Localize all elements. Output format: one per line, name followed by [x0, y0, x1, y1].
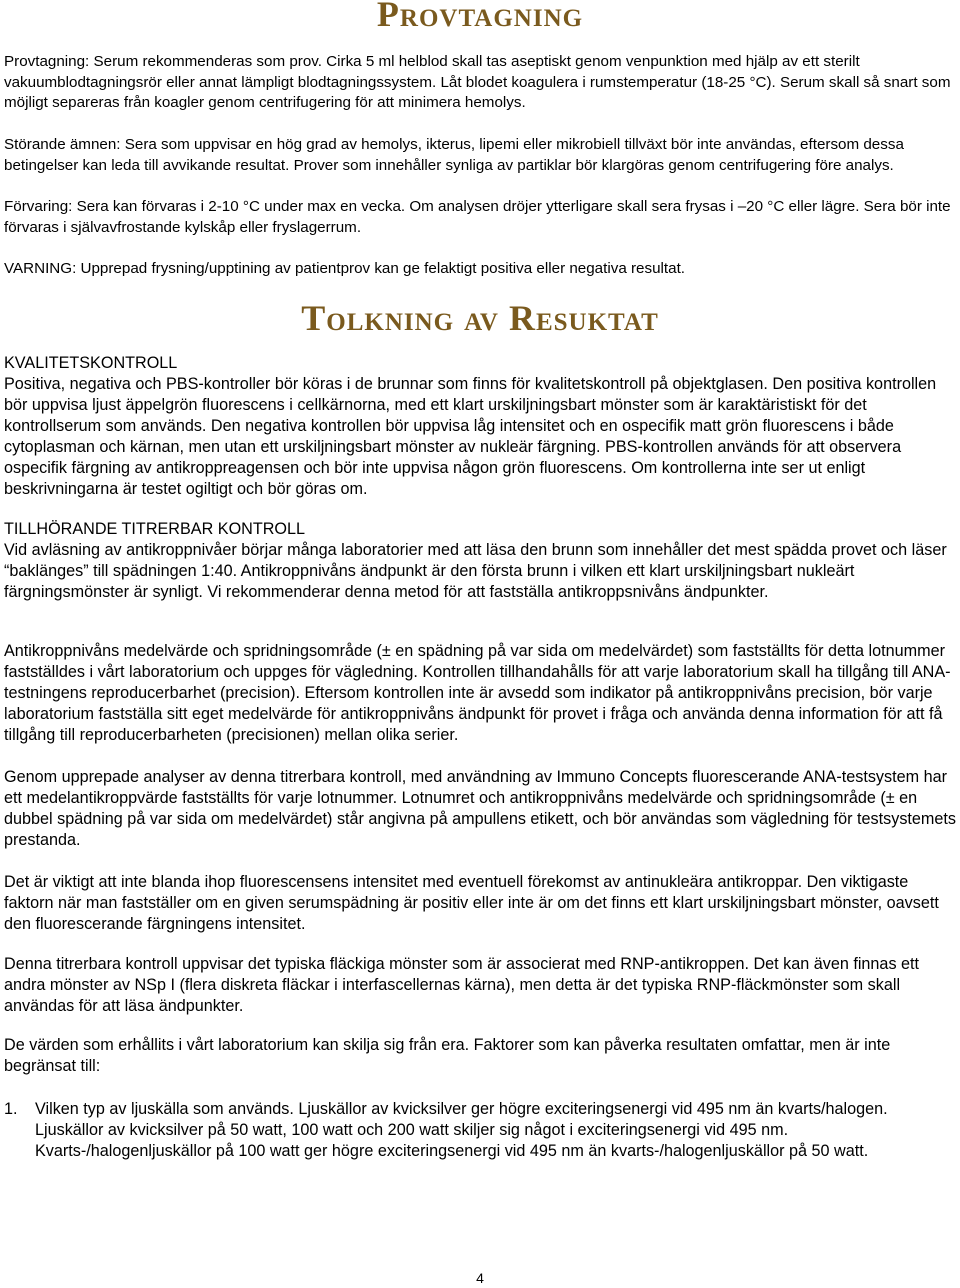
text-varning: Upprepad frysning/upptining av patientprov kan ge felaktigt positiva eller negativa resultat. — [76, 260, 686, 277]
label-storande-amnen: Störande ämnen: — [4, 136, 121, 153]
paragraph-storande-amnen — [4, 135, 956, 176]
label-provtagning: Provtagning: — [4, 53, 90, 70]
paragraph-viktigt: Det är viktigt att inte blanda ihop fluorescensens intensitet med eventuell förekomst av antinukleära antikroppar. Den viktigaste faktorn när man fastställer om en given serumspädning är positiv eller inte är om det finns ett klart urskiljningsbart mönster, oavsett den fluorescerande färgningens intensitet. — [4, 873, 939, 933]
subheading-kvalitetskontroll: KVALITETSKONTROLL — [4, 354, 178, 372]
label-varning: VARNING: — [4, 260, 77, 277]
paragraph-upprepade-analyser: Genom upprepade analyser av denna titrerbara kontroll, med användning av Immuno Concepts fluorescerande ANA-testsystem har ett medelantikroppvärde fastställts för varje lotnummer. Lotnumret och antikroppnivåns medelvärde och spridningsområde (± en dubbel spädning på var sida om medelvärdet) står angivna på ampullens etikett, och bör användas som vägledning för testsystemets prestanda. — [4, 768, 957, 849]
paragraph-varden: De värden som erhållits i vårt laboratorium kan skilja sig från era. Faktorer som kan påverka resultaten omfattar, men är inte begränsat till: — [4, 1036, 891, 1075]
paragraph-titrerbar-monster: Denna titrerbara kontroll uppvisar det typiska fläckiga mönster som är associerat med RNP-antikroppen. Det kan även finnas ett andra mönster av NSp I (flera diskreta fläckar i interfascellernas kärna), men detta är det typiska RNP-fläckmönster som skall användas för att läsa ändpunkter. — [4, 955, 920, 1015]
paragraph-varning — [4, 259, 956, 280]
paragraph-medelvarde: Antikroppnivåns medelvärde och spridningsområde (± en spädning på var sida om medelvärdet) som fastställts för detta lotnummer fastställdes i vårt laboratorium och uppges för vägledning. Kontrollen tillhandahålls för att varje laboratorium skall ha tillgång till ANA-testningens reproducerbarhet (precision). Eftersom kontrollen inte är avsedd som indikator på antikroppnivåns precision, bör varje laboratorium fastställa sitt eget medelvärde för antikroppnivåns ändpunkt för provet i fråga och använda denna information för att få tillgång till reproducerbarheten (precisionen) mellan olika serier. — [4, 642, 951, 744]
text-forvaring: Sera kan förvaras i 2-10 °C under max en vecka. Om analysen dröjer ytterligare skall sera frysas i –20 °C eller lägre. Sera bör inte förvaras i självavfrostande kylskåp eller fryslagerrum. — [4, 198, 951, 236]
paragraph-provtagning — [4, 52, 956, 114]
list-item-text: Vilken typ av ljuskälla som används. Ljuskällor av kvicksilver ger högre exciteringsenergi vid 495 nm än kvarts/halogen. Ljuskällor av kvicksilver på 50 watt, 100 watt och 200 watt skiljer sig något i exciteringsenergi vid 495 nm. Kvarts-/halogenljuskällor på 100 watt ger högre exciteringsenergi vid 495 nm än kvarts-/halogenljuskällor på 50 watt. — [35, 1100, 888, 1160]
text-provtagning: Serum rekommenderas som prov. Cirka 5 ml helblod skall tas aseptiskt genom venpunktion med hjälp av ett sterilt vakuumblodtagningsrör eller annat lämpligt blodtagningssystem. Låt blodet koagulera i rumstemperatur (18-25 °C). Serum skall så snart som möjligt separeras från koagler genom centrifugering för att minimera hemolys. — [4, 53, 951, 111]
paragraph-titrerbar-kontroll: Vid avläsning av antikroppnivåer börjar många laboratorier med att läsa den brunn som innehåller det mest spädda provet och läser “baklänges” till spädningen 1:40. Antikroppnivåns ändpunkt är den första brunn i vilken ett klart urskiljningsbart nukleärt färgningsmönster är synligt. Vi rekommenderar denna metod för att fastställa antikroppsnivåns ändpunkter. — [4, 541, 947, 601]
page-number: 4 — [476, 1270, 484, 1286]
section-title-tolkning: Tolkning av Resuktat — [301, 298, 659, 338]
label-forvaring: Förvaring: — [4, 198, 73, 215]
list-item-number: 1. — [4, 1100, 18, 1118]
paragraph-forvaring — [4, 197, 956, 238]
section-title-provtagning: Provtagning — [376, 0, 584, 34]
subheading-titrerbar-kontroll: TILLHÖRANDE TITRERBAR KONTROLL — [4, 520, 306, 538]
paragraph-kvalitetskontroll: Positiva, negativa och PBS-kontroller bör köras i de brunnar som finns för kvalitetskontroll på objektglasen. Den positiva kontrollen bör uppvisa ljust äppelgrön fluorescens i cellkärnorna, med ett klart urskiljningsbart mönster som är karaktäristiskt för det kontrollserum som används. Den negativa kontrollen bör uppvisa låg intensitet och en ospecifik matt grön fluorescens i både cytoplasman och kärnan, men utan ett urskiljningsbart mönster av nukleär färgning. PBS-kontrollen används för att observera ospecifik färgning av antikroppreagensen och bör inte uppvisa någon grön fluorescens. Om kontrollerna inte ser ut enligt beskrivningarna är testet ogiltigt och bör göras om. — [4, 375, 937, 498]
text-storande-amnen: Sera som uppvisar en hög grad av hemolys, ikterus, lipemi eller mikrobiell tillväxt bör inte användas, eftersom dessa betingelser kan leda till avvikande resultat. Prover som innehåller synliga av partiklar bör klargöras genom centrifugering före analys. — [4, 136, 904, 174]
